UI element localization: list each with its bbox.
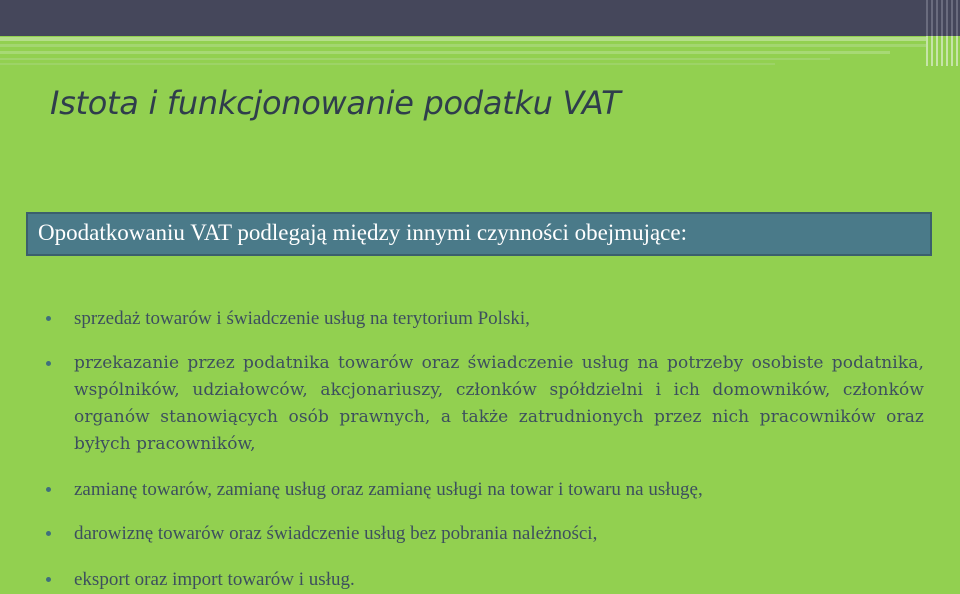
decorative-stripe xyxy=(0,58,830,60)
banner-text: Opodatkowaniu VAT podlegają między innymi czynności obejmujące: xyxy=(38,220,687,245)
decorative-stripe xyxy=(0,63,775,65)
list-item xyxy=(74,566,924,594)
slide-title: Istota i funkcjonowanie podatku VAT xyxy=(50,84,621,122)
decorative-stripe xyxy=(0,37,960,41)
list-item-text: zamianę towarów, zamianę usług oraz zamianę usługi na towar i towaru na usługę, xyxy=(74,479,703,500)
bullet-icon xyxy=(46,487,51,492)
decorative-stripe xyxy=(0,44,960,47)
list-item-text: sprzedaż towarów i świadczenie usług na terytorium Polski, xyxy=(74,308,530,329)
list-item-text: eksport oraz import towarów i usług. xyxy=(74,569,355,590)
decorative-lines-dark xyxy=(926,0,960,36)
bullet-icon xyxy=(46,531,51,536)
list-item xyxy=(74,476,924,504)
bullet-icon xyxy=(46,577,51,582)
list-item xyxy=(74,520,924,548)
bullet-icon xyxy=(46,316,51,321)
bullet-icon xyxy=(46,361,51,366)
decorative-lines xyxy=(926,36,960,66)
banner xyxy=(26,212,932,256)
list-item xyxy=(74,305,924,333)
list-item-text: przekazanie przez podatnika towarów oraz świadczenie usług na potrzeby osobiste podatnika, wspólników, udziałowców, akcjonariuszy, członków spółdzielni i ich domowników, członków organów stanowiących osób prawnych, a także zatrudnionych przez nich pracowników oraz byłych pracowników, xyxy=(74,353,924,454)
list-item xyxy=(74,350,924,458)
list-item-text: darowiznę towarów oraz świadczenie usług bez pobrania należności, xyxy=(74,523,598,544)
decorative-stripe xyxy=(0,51,890,54)
top-bar xyxy=(0,0,960,36)
